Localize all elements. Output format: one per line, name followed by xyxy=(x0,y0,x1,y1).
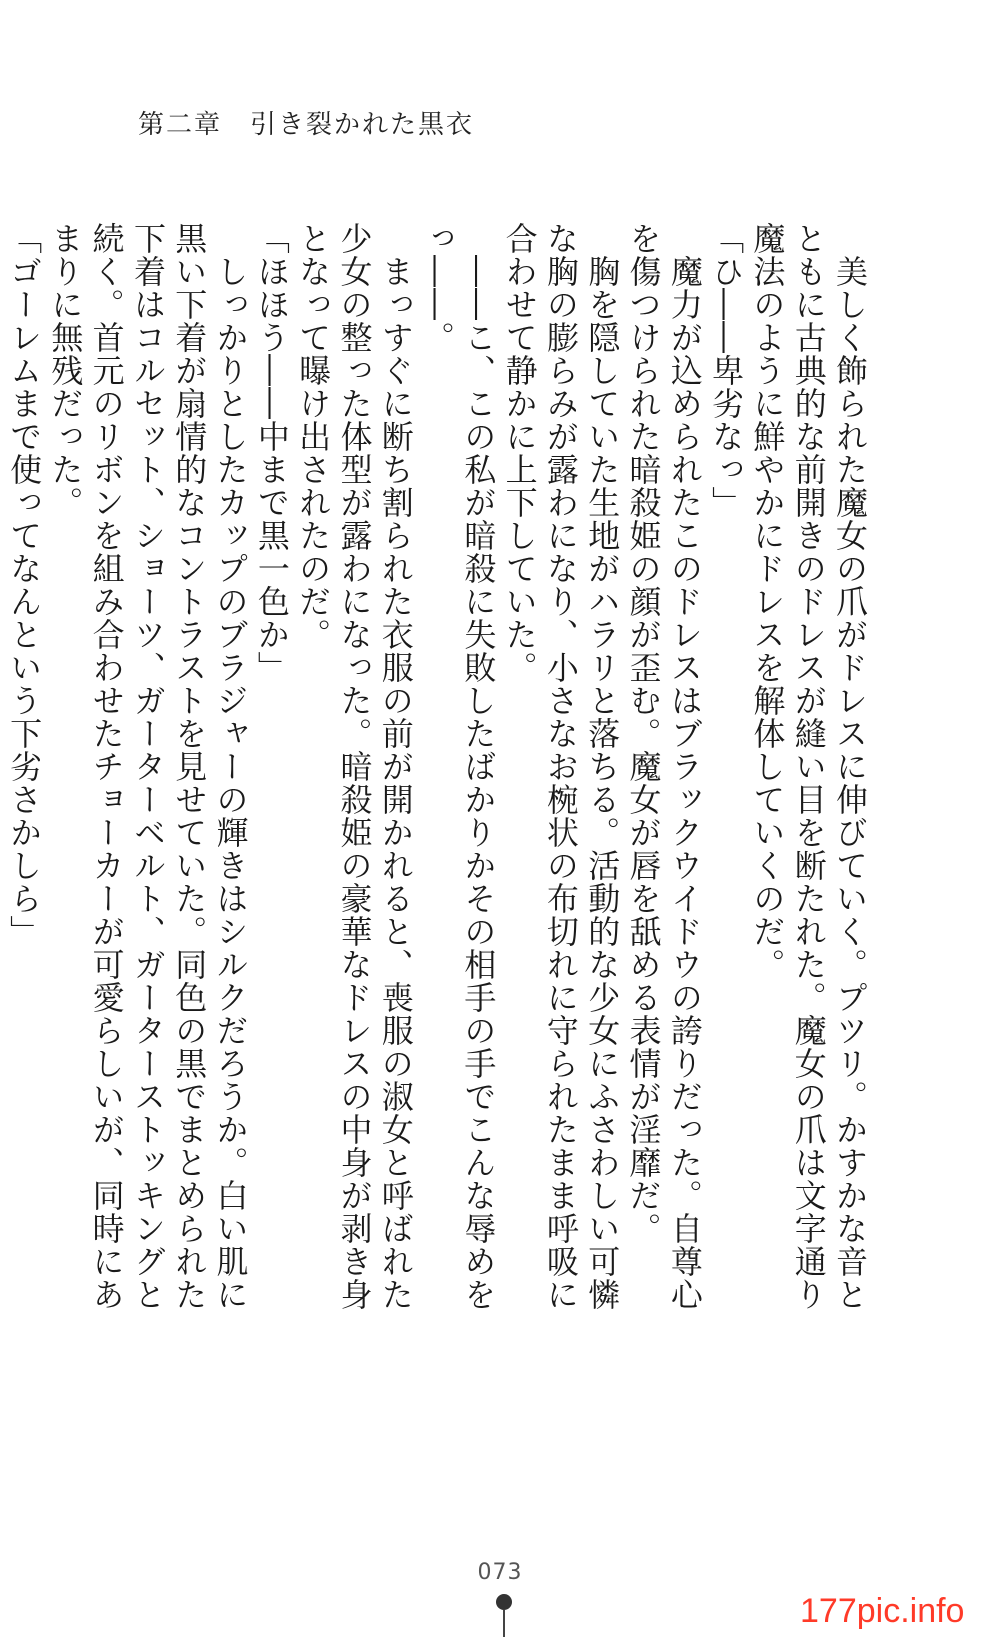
paragraph: 魔力が込められたこのドレスはブラックウイドウの誇りだった。自尊心を傷つけられた暗殺姫の顔が歪む。魔女が唇を舐める表情が淫靡だ。 xyxy=(624,222,704,1311)
paragraph: 「ひ――卑劣なっ」 xyxy=(707,222,746,519)
paragraph: 「ほほう――中まで黒一色か」 xyxy=(252,222,291,684)
paragraph: しっかりとしたカップのブラジャーの輝きはシルクだろうか。白い肌に黒い下着が扇情的なコントラストを見せていた。同色の黒でまとめられた下着はコルセット、ショーツ、ガーターベルト、ガーターストッキングと続く。首元のリボンを組み合わせたチョーカーが可愛らしいが、同時にあまりに無残だった。 xyxy=(46,222,250,1311)
paragraph: ――こ、この私が暗殺に失敗したばかりかその相手の手でこんな辱めをっ――。 xyxy=(418,222,498,1311)
page-number: 073 xyxy=(477,1560,523,1585)
paragraph: 美しく飾られた魔女の爪がドレスに伸びていく。プツリ。かすかな音とともに古典的な前開きのドレスが縫い目を断たれた。魔女の爪は文字通り魔法のように鮮やかにドレスを解体していくのだ。 xyxy=(748,222,869,1311)
paragraph: まっすぐに断ち割られた衣服の前が開かれると、喪服の淑女と呼ばれた少女の整った体型が露わになった。暗殺姫の豪華なドレスの中身が剥き身となって曝け出されたのだ。 xyxy=(294,222,415,1311)
chapter-header: 第二章 引き裂かれた黒衣 xyxy=(138,110,475,140)
page-marker-dot-icon xyxy=(496,1594,512,1610)
paragraph: 「ゴーレムまで使ってなんという下劣さかしら」 xyxy=(5,222,44,948)
body-text xyxy=(5,222,870,1342)
page-marker-line xyxy=(503,1610,505,1637)
paragraph: 胸を隠していた生地がハラリと落ちる。活動的な少女にふさわしい可憐な胸の膨らみが露わになり、小さなお椀状の布切れに守られたまま呼吸に合わせて静かに上下していた。 xyxy=(500,222,622,1311)
watermark: 177pic.info xyxy=(800,1592,965,1630)
